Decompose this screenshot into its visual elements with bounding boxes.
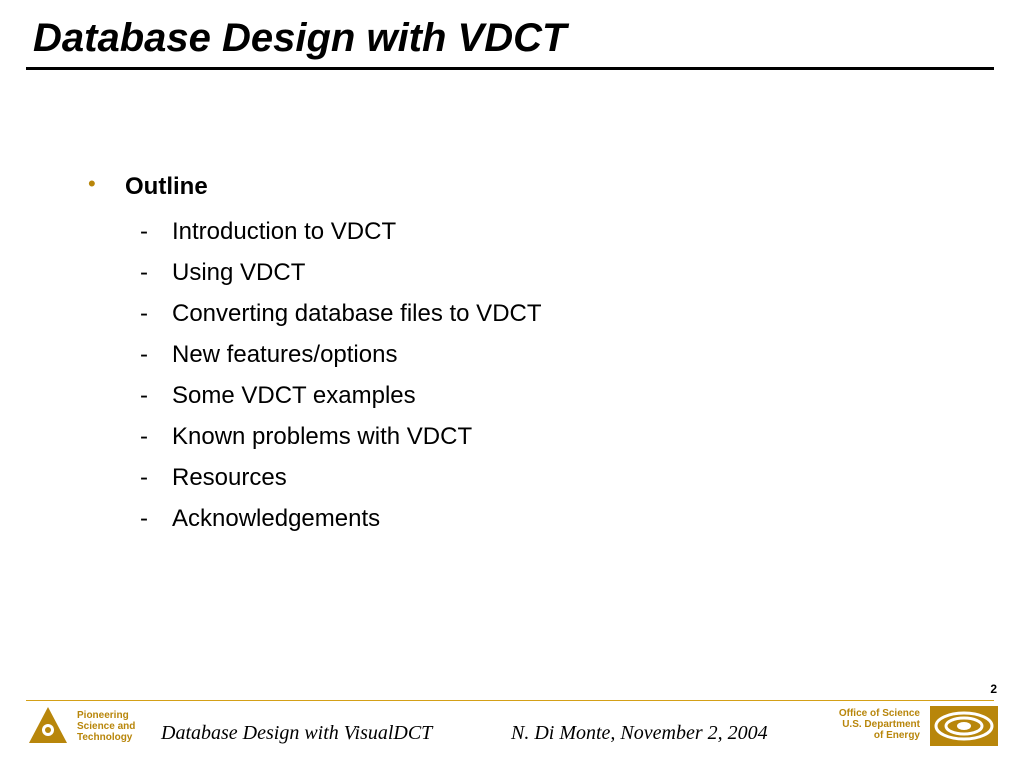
outline-heading xyxy=(88,170,208,204)
dash-marker: - xyxy=(140,299,148,327)
list-item-text: Using VDCT xyxy=(172,258,306,286)
doe-logo-text xyxy=(839,708,920,741)
page-number: 2 xyxy=(990,682,997,696)
logo-right-line: of Energy xyxy=(873,730,920,741)
logo-left-line: Technology xyxy=(77,732,133,743)
doe-logo-icon xyxy=(930,706,998,751)
slide-title: Database Design with VDCT xyxy=(33,16,567,60)
list-item xyxy=(140,498,542,539)
dash-marker: - xyxy=(140,217,148,245)
list-item xyxy=(140,416,542,457)
logo-left-line: Science and xyxy=(77,721,136,732)
list-item-text: Acknowledgements xyxy=(172,504,381,532)
logo-left-line: Pioneering xyxy=(77,710,129,721)
list-item xyxy=(140,293,542,334)
pioneering-logo-icon xyxy=(27,705,69,750)
list-item xyxy=(140,375,542,416)
list-item-text: Some VDCT examples xyxy=(172,381,416,409)
list-item-text: New features/options xyxy=(172,340,398,368)
pioneering-logo-text xyxy=(77,710,135,743)
outline-list xyxy=(140,211,542,539)
list-item xyxy=(140,252,542,293)
list-item-text: Introduction to VDCT xyxy=(172,217,397,245)
dash-marker: - xyxy=(140,463,148,491)
outline-label: Outline xyxy=(125,173,208,200)
list-item-text: Known problems with VDCT xyxy=(172,422,473,450)
list-item-text: Resources xyxy=(172,463,287,491)
dash-marker: - xyxy=(140,422,148,450)
footer-author-date: N. Di Monte, November 2, 2004 xyxy=(511,722,768,744)
logo-right-line: Office of Science xyxy=(838,708,920,719)
dash-marker: - xyxy=(140,340,148,368)
logo-right-line: U.S. Department xyxy=(842,719,920,730)
list-item xyxy=(140,457,542,498)
footer-presentation-title: Database Design with VisualDCT xyxy=(161,722,433,744)
bullet-icon: • xyxy=(88,171,96,196)
footer-divider xyxy=(26,700,994,701)
dash-marker: - xyxy=(140,504,148,532)
list-item-text: Converting database files to VDCT xyxy=(172,299,542,327)
list-item xyxy=(140,211,542,252)
dash-marker: - xyxy=(140,258,148,286)
list-item xyxy=(140,334,542,375)
dash-marker: - xyxy=(140,381,148,409)
title-divider xyxy=(26,67,994,70)
